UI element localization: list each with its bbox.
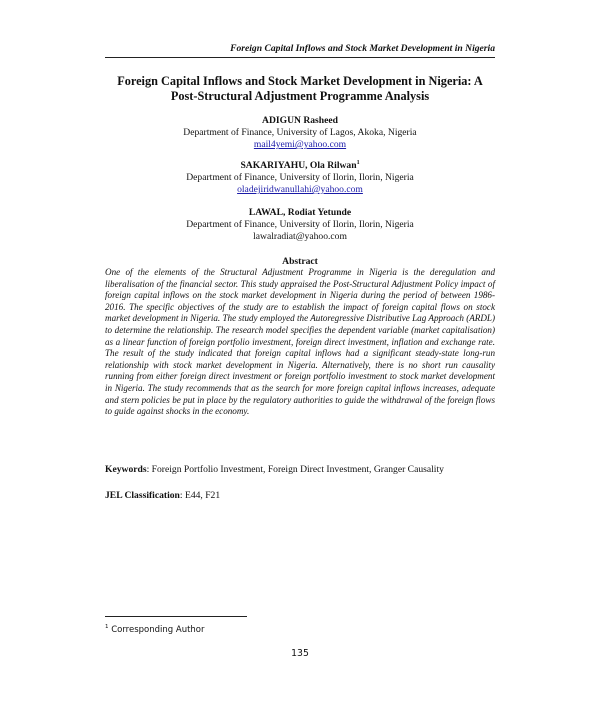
author-email-link[interactable]: oladejiridwanullahi@yahoo.com xyxy=(237,184,363,196)
footnote xyxy=(105,624,205,635)
author-affiliation: Department of Finance, University of Ilorin, Ilorin, Nigeria xyxy=(186,172,414,184)
author-name xyxy=(100,157,500,172)
abstract-body: One of the elements of the Structural Adjustment Programme in Nigeria is the deregulation and liberalisation of the financial sector. This study appraised the Post-Structural Adjustment Policy impact of foreign capital inflows on the stock market development in Nigeria during the period of between 1986-2016. The specific objectives of the study are to establish the impact of foreign capital flows on stock market development in Nigeria. The study employed the Autoregressive Distributive Lag Approach (ARDL) to determine the relationship. The research model specifies the dependent variable (market capitalisation) as a linear function of foreign portfolio investment, foreign direct investment, inflation and exchange rate. The result of the study indicated that foreign capital inflows had a significant steady-state long-run relationship with stock market development in Nigeria. Alternatively, there is no short run causality running from either foreign direct investment or foreign portfolio investment to stock market development in Nigeria. The study recommends that as the search for more foreign capital inflows increases, adequate and stern policies be put in place by the regulatory authorities to guide the withdrawal of the foreign flows to guide against shocks in the economy. xyxy=(105,267,495,417)
author-block-1 xyxy=(100,115,500,151)
author-affiliation: Department of Finance, University of Ilorin, Ilorin, Nigeria xyxy=(186,219,414,230)
author-email-link[interactable]: mail4yemi@yahoo.com xyxy=(253,139,347,150)
title-line-1: Foreign Capital Inflows and Stock Market Development in Nigeria: A xyxy=(117,74,483,88)
jel-classification xyxy=(105,490,495,502)
running-header: Foreign Capital Inflows and Stock Market Development in Nigeria xyxy=(105,43,495,58)
footnote-text: Corresponding Author xyxy=(108,624,205,635)
keywords-label: Keywords xyxy=(105,464,147,475)
jel-label: JEL Classification xyxy=(105,490,180,501)
author-name: ADIGUN Rasheed xyxy=(262,115,338,126)
author-name-text: SAKARIYAHU, Ola Rilwan xyxy=(240,160,357,172)
author-email: lawalradiat@yahoo.com xyxy=(253,231,347,242)
author-name: LAWAL, Rodiat Yetunde xyxy=(248,207,352,218)
jel-text: : E44, F21 xyxy=(179,490,221,501)
keywords-text: : Foreign Portfolio Investment, Foreign Direct Investment, Granger Causality xyxy=(146,464,444,475)
author-affiliation: Department of Finance, University of Lagos, Akoka, Nigeria xyxy=(183,127,417,138)
footnote-marker: 1 xyxy=(356,160,360,166)
keywords xyxy=(105,464,495,476)
author-block-3 xyxy=(100,207,500,243)
page-number: 135 xyxy=(291,648,309,659)
footnote-divider xyxy=(105,616,247,617)
abstract-heading: Abstract xyxy=(282,256,318,267)
paper-title xyxy=(100,74,500,104)
title-line-2: Post-Structural Adjustment Programme Analysis xyxy=(170,89,430,103)
footnote-number: 1 xyxy=(105,624,109,630)
author-block-2 xyxy=(100,157,500,196)
